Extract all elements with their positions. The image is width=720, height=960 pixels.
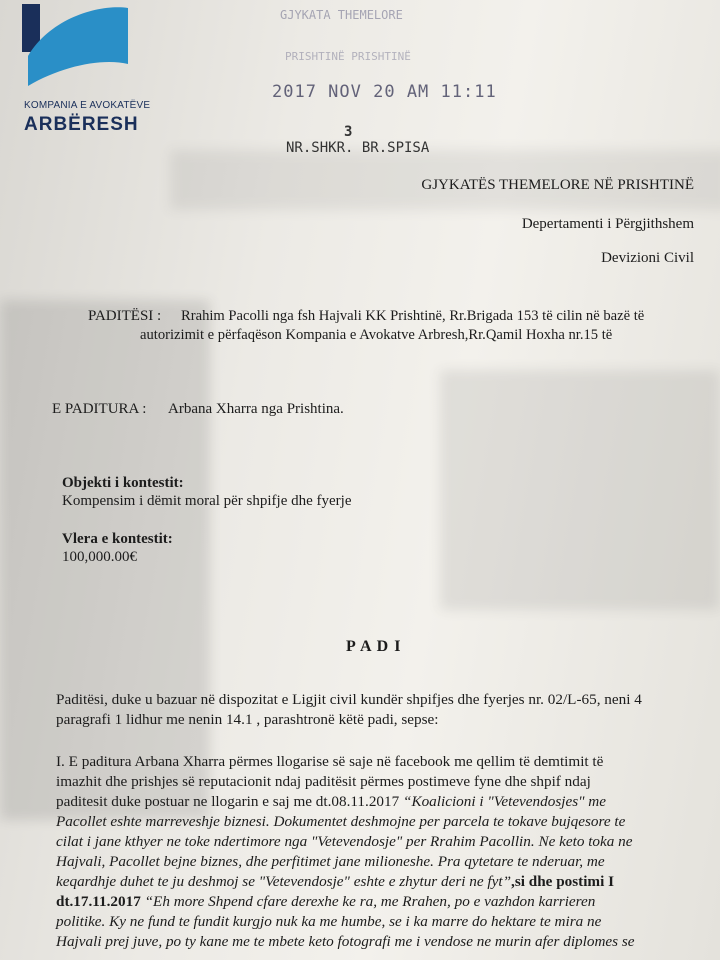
- body-line-3: [56, 792, 606, 811]
- stamp-number: 3: [344, 124, 353, 140]
- body-line-4: Pacollet eshte marreveshje biznesi. Dokumentet deshmojne per parcela te tokave bujqesore te: [56, 813, 626, 830]
- body-line-8-date: dt.17.11.2017: [56, 893, 141, 910]
- logo-company-line: KOMPANIA E AVOKATËVE: [24, 100, 151, 111]
- addressee-division: Devizioni Civil: [601, 250, 694, 266]
- plaintiff-label: PADITËSI :: [88, 308, 162, 324]
- object-label: Objekti i kontestit:: [62, 475, 184, 491]
- body-line-5: cilat i jane kthyer ne toke ndertimore nga "Vetevendosje" per Rrahim Pacollin. Ne keto toka ne: [56, 833, 633, 850]
- body-line-8: [56, 892, 595, 911]
- paper-shadow-right: [440, 370, 720, 610]
- body-line-9: politike. Ky ne fund te fundit kurgjo nuk ka me humbe, se i ka marre do hektare te mira ne: [56, 913, 602, 930]
- body-line-7-bold: ,si dhe postimi I: [511, 873, 615, 890]
- value-label: Vlera e kontestit:: [62, 531, 173, 547]
- intro-line-1: Paditësi, duke u bazuar në dispozitat e Ligjit civil kundër shpifjes dhe fyerjes nr. 02/L-65, neni 4: [56, 691, 642, 708]
- document-heading: P A D I: [346, 638, 402, 655]
- body-line-6: Hajvali, Pacollet bejne biznes, dhe perfitimet jane milioneshe. Pra qytetare te nderuar, me: [56, 853, 605, 870]
- defendant-name: Arbana Xharra nga Prishtina.: [168, 401, 344, 417]
- addressee-department: Depertamenti i Përgjithshem: [521, 216, 694, 232]
- logo-name: ARBËRESH: [24, 114, 139, 135]
- intro-line-2: paragrafi 1 lidhur me nenin 14.1 , parashtronë këtë padi, sepse:: [56, 711, 439, 728]
- object-text: Kompensim i dëmit moral për shpifje dhe fyerje: [62, 493, 352, 509]
- body-line-7-quote: keqardhje duhet te ju deshmoj se "Vetevendosje" eshte e zhytur deri ne fyt”: [56, 873, 512, 890]
- value-text: 100,000.00€: [62, 549, 137, 565]
- stamp-register: NR.SHKR. BR.SPISA: [286, 140, 430, 156]
- body-line-3-quote: “Koalicioni i "Vetevendosjes" me: [403, 793, 606, 810]
- body-line-10: Hajvali prej juve, po ty kane me te mbete keto fotografi me i vendose ne murin afer diplomes se: [56, 933, 635, 950]
- body-line-1: I. E paditura Arbana Xharra përmes llogarise së saje në facebook me qellim të demtimit të: [56, 753, 604, 770]
- body-line-8-quote: “Eh more Shpend cfare derexhe ke ra, me Rrahen, po e vazhdon karrieren: [140, 893, 596, 910]
- stamp-line-4: PRISHTINË PRISHTINË: [285, 50, 411, 63]
- plaintiff-line-1: Rrahim Pacolli nga fsh Hajvali KK Prishtinë, Rr.Brigada 153 të cilin në bazë të: [181, 308, 645, 324]
- plaintiff-line-2: autorizimit e përfaqëson Kompania e Avokatve Arbresh,Rr.Qamil Hoxha nr.15 të: [140, 327, 613, 343]
- defendant-label: E PADITURA :: [52, 401, 147, 417]
- stamp-date: 2017 NOV 20 AM 11:11: [272, 82, 497, 102]
- body-line-3-text: paditesit duke postuar ne llogarin e saj me dt.08.11.2017: [56, 793, 403, 810]
- stamp-court: GJYKATA THEMELORE: [280, 8, 403, 22]
- addressee-court: GJYKATËS THEMELORE NË PRISHTINË: [421, 177, 694, 193]
- body-line-7: [56, 872, 614, 891]
- body-line-2: imazhit dhe prishjes së reputacionit ndaj paditësit përmes postimeve fyne dhe shpif ndaj: [56, 773, 591, 790]
